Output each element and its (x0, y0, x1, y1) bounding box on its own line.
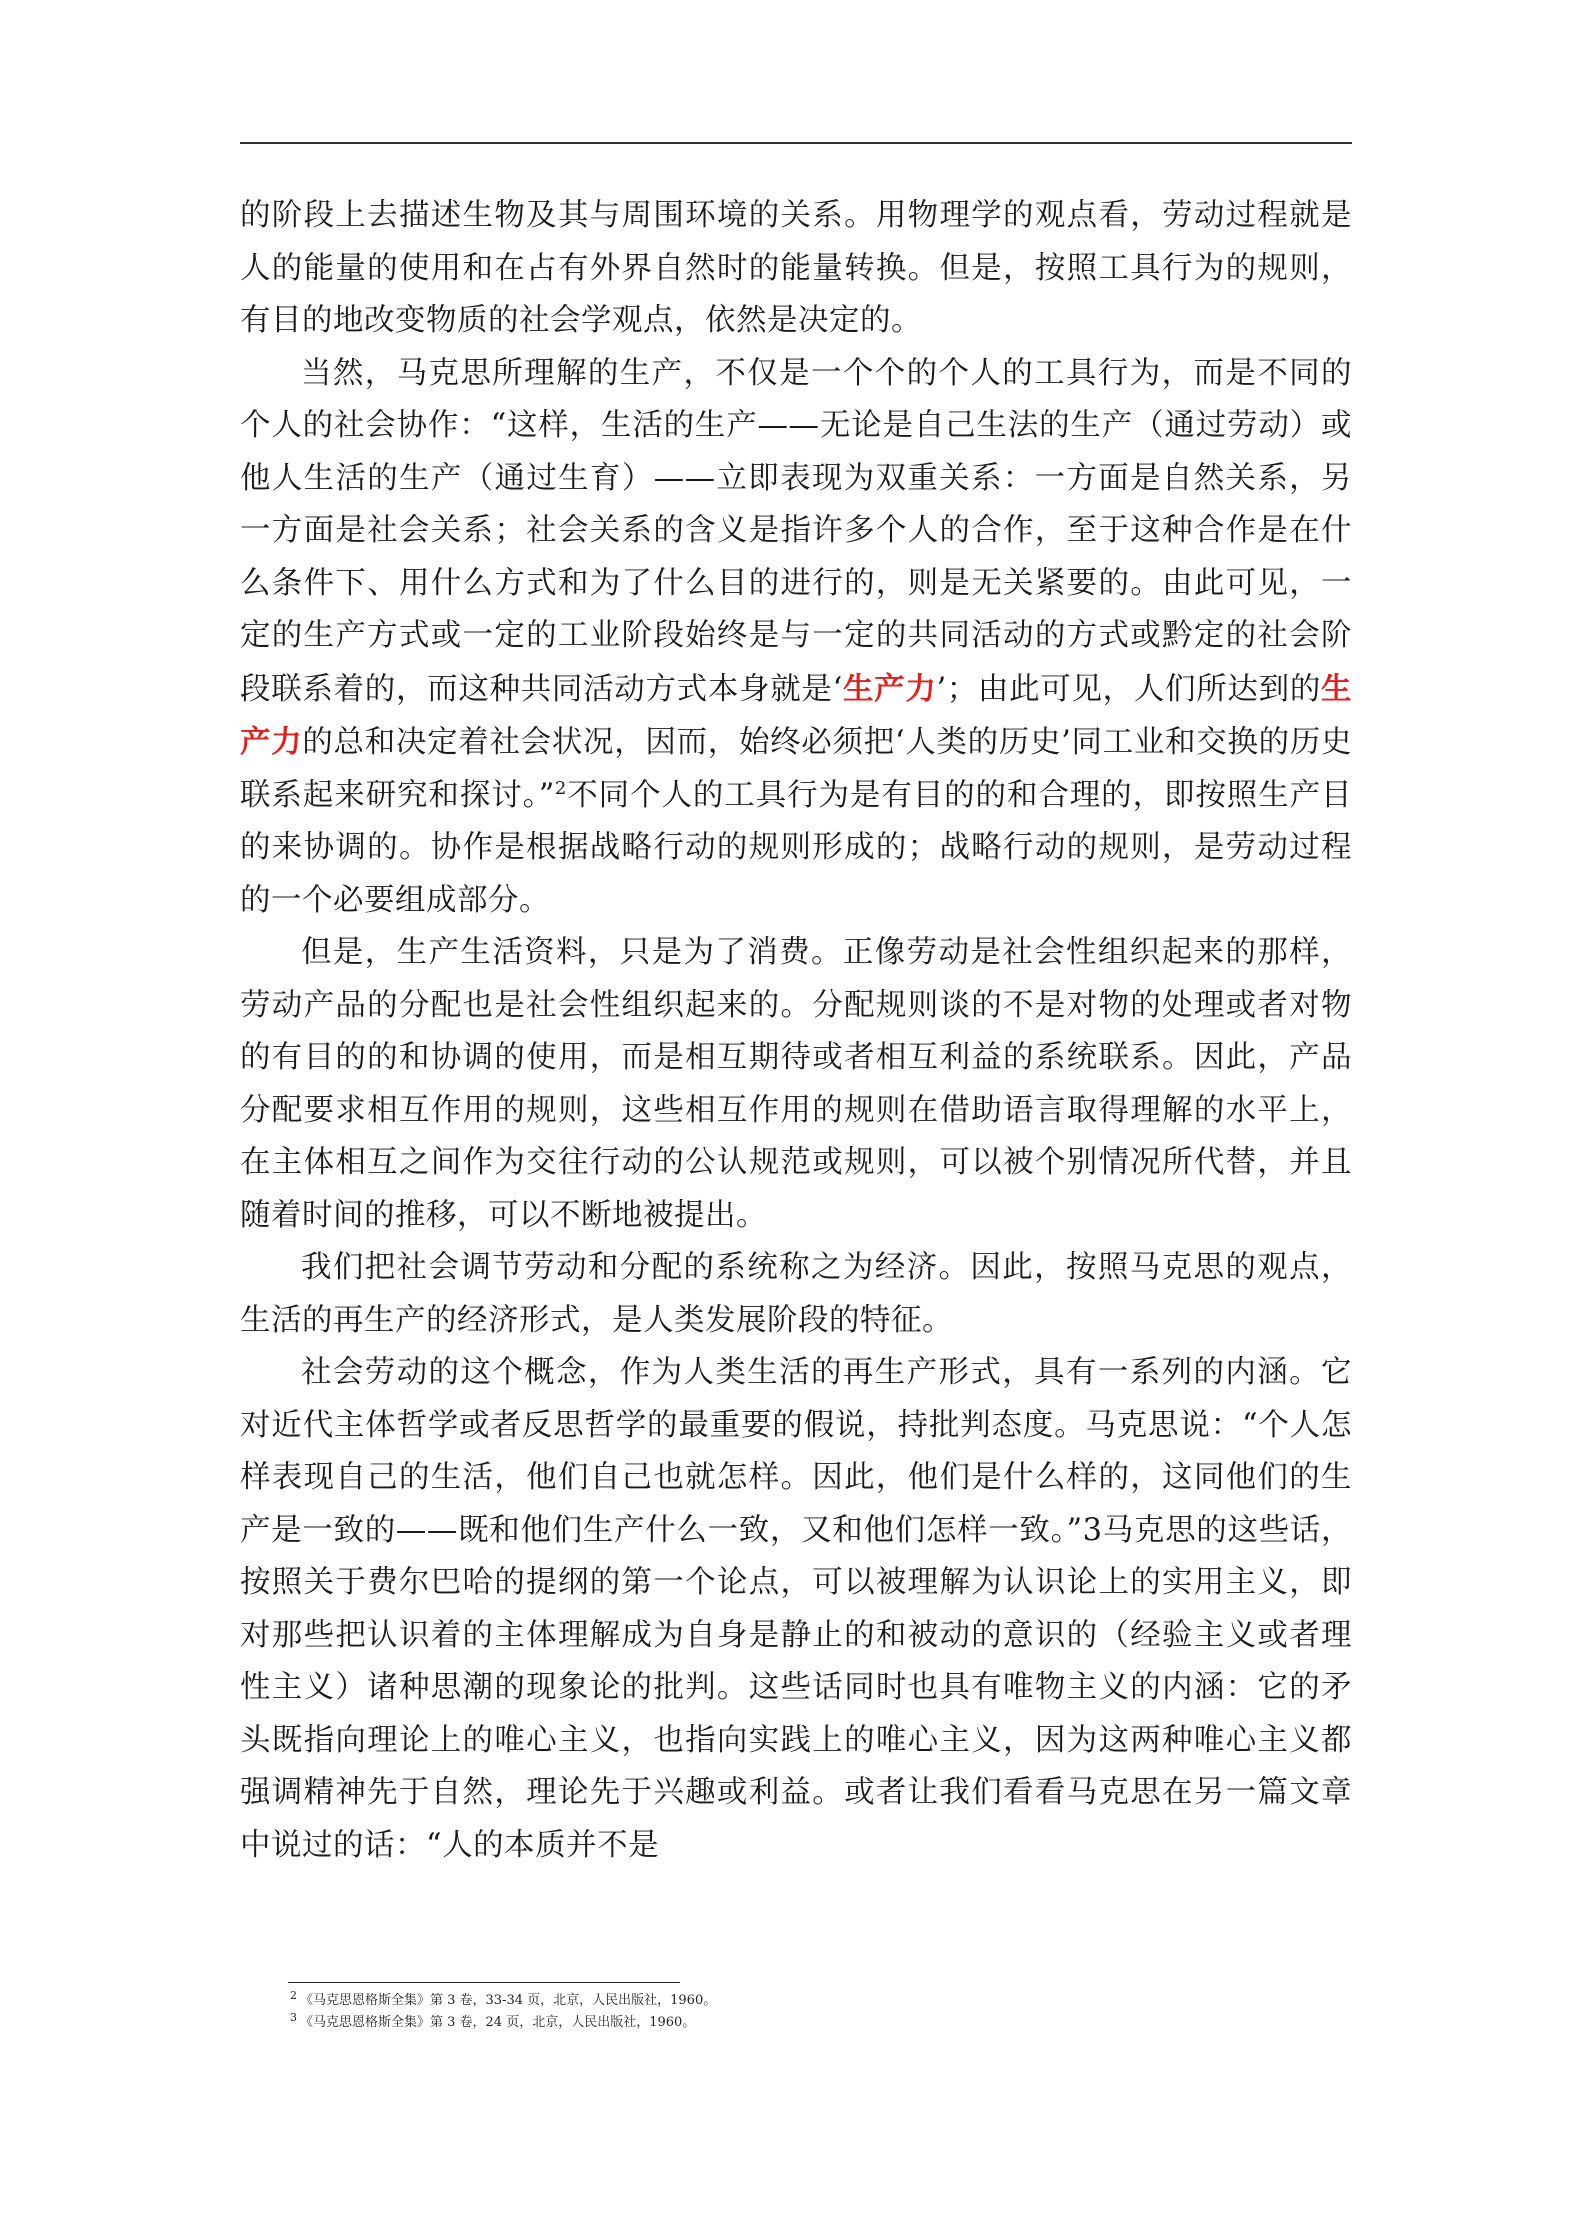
paragraph-4: 我们把社会调节劳动和分配的系统称之为经济。因此，按照马克思的观点，生活的再生产的经济形式，是人类发展阶段的特征。 (240, 1250, 1352, 1338)
highlight-productive-force-1: 生产力 (842, 670, 937, 707)
body-text (240, 190, 1352, 1872)
paragraph-2 (240, 348, 1352, 928)
paragraph-3: 但是，生产生活资料，只是为了消费。正像劳动是社会性组织起来的那样，劳动产品的分配也是社会性组织起来的。分配规则谈的不是对物的处理或者对物的有目的的和协调的使用，而是相互期待或者相互利益的系统联系。因此，产品分配要求相互作用的规则，这些相互作用的规则在借助语言取得理解的水平上，在主体相互之间作为交往行动的公认规范或规则，可以被个别情况所代替，并且随着时间的推移，可以不断地被提出。 (240, 935, 1352, 1233)
paragraph-2-text-after: 的总和决定着社会状况，因而，始终必须把‘人类的历史’同工业和交换的历史联系起来研究和探讨。” (240, 725, 1353, 813)
paragraph-2-text-before: 当然，马克思所理解的生产，不仅是一个个的个人的工具行为，而是不同的个人的社会协作：“这样，生活的生产——无论是自己生法的生产（通过劳动）或他人生活的生产（通过生育）——立即表现为双重关系：一方面是自然关系，另一方面是社会关系；社会关系的含义是指许多个人的合作，至于这种合作是在什么条件下、用什么方式和为了什么目的进行的，则是无关紧要的。由此可见，一定的生产方式或一定的工业阶段始终是与一定的共同活动的方式或黔定的社会阶段联系着的，而这种共同活动方式本身就是‘ (240, 355, 1352, 707)
footnote-text: 《马克思恩格斯全集》第 3 卷，24 页，北京，人民出版社，1960。 (300, 2015, 696, 2030)
header-rule (240, 142, 1352, 144)
footnote-text: 《马克思恩格斯全集》第 3 卷，33-34 页，北京，人民出版社，1960。 (300, 1993, 717, 2008)
footnote-number: 2 (290, 1988, 297, 2002)
paragraph-2-text-middle: ’；由此可见，人们所达到的 (936, 671, 1322, 707)
paragraph-2-text-tail: 不同个人的工具行为是有目的的和合理的，即按照生产目的来协调的。协作是根据战略行动的规则形成的；战略行动的规则，是劳动过程的一个必要组成部分。 (240, 777, 1353, 918)
footnote-2 (290, 1990, 1190, 2012)
footnote-3 (290, 2012, 1190, 2034)
footnote-number: 3 (290, 2010, 297, 2024)
paragraph-5: 社会劳动的这个概念，作为人类生活的再生产形式，具有一系列的内涵。它对近代主体哲学或者反思哲学的最重要的假说，持批判态度。马克思说：“个人怎样表现自己的生活，他们自己也就怎样。因此，他们是什么样的，这同他们的生产是一致的——既和他们生产什么一致，又和他们怎样一致。”3马克思的这些话，按照关于费尔巴哈的提纲的第一个论点，可以被理解为认识论上的实用主义，即对那些把认识着的主体理解成为自身是静止的和被动的意识的（经验主义或者理性主义）诸种思潮的现象论的批判。这些话同时也具有唯物主义的内涵：它的矛头既指向理论上的唯心主义，也指向实践上的唯心主义，因为这两种唯心主义都强调精神先于自然，理论先于兴趣或利益。或者让我们看看马克思在另一篇文章中说过的话：“人的本质并不是 (240, 1355, 1352, 1863)
footnote-ref-2[interactable]: 2 (554, 777, 567, 799)
paragraph-1: 的阶段上去描述生物及其与周围环境的关系。用物理学的观点看，劳动过程就是人的能量的使用和在占有外界自然时的能量转换。但是，按照工具行为的规则，有目的地改变物质的社会学观点，依然是决定的。 (240, 198, 1352, 338)
highlight-productive-force-2: 生产力 (240, 670, 1353, 760)
footnotes (290, 1990, 1190, 2034)
footnote-rule (288, 1982, 680, 1983)
